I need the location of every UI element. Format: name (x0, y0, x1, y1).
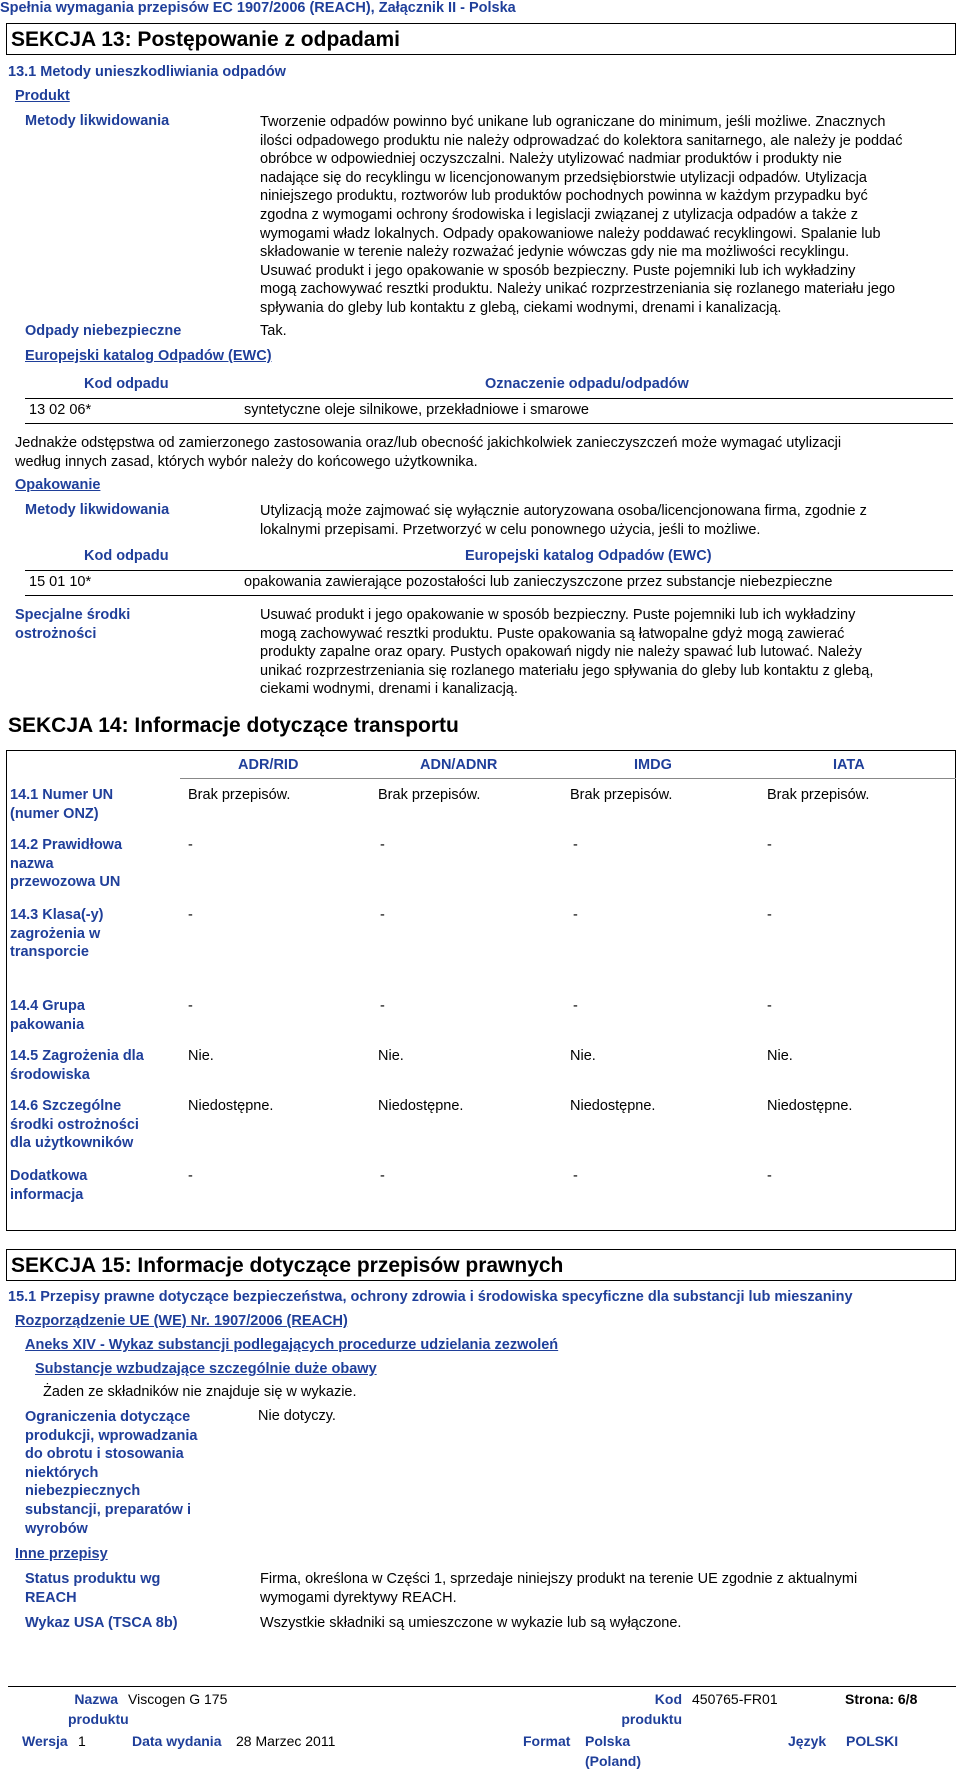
footer-kod-label (612, 1689, 682, 1729)
s15-inne-heading: Inne przepisy (15, 1546, 108, 1562)
label-line: do obrotu i stosowania (25, 1446, 184, 1463)
s15-status-label (25, 1570, 160, 1607)
s13-subsection-title: 13.1 Metody unieszkodliwiania odpadów (8, 64, 286, 80)
text-line: według innych zasad, których wybór należy do końcowego użytkownika. (15, 453, 478, 470)
footer-data-value: 28 Marzec 2011 (236, 1733, 336, 1749)
table1-desc: syntetyczne oleje silnikowe, przekładniowe i smarowe (244, 402, 589, 418)
footer-data-label: Data wydania (132, 1733, 222, 1749)
text-line: mogą zachowywać resztki produktu. Należy unikać rozprzestrzeniania się rozlanego materiału jego (260, 281, 896, 298)
text-line: Usuwać produkt i jego opakowanie w sposób bezpieczny. Puste pojemniki lub ich wykładziny (260, 607, 856, 623)
text-line: mogą zachowywać resztki produktu. Puste opakowania są łatwopalne gdyż mogą zawierać (260, 625, 845, 642)
s15-subsection-title: 15.1 Przepisy prawne dotyczące bezpieczeństwa, ochrony zdrowia i środowiska specyficzne dla substancji lub mieszaniny (8, 1289, 853, 1305)
transport-cell: Nie. (188, 1048, 214, 1064)
text-line: wymogami dyrektywy REACH. (260, 1589, 457, 1606)
transport-cell: - (188, 907, 193, 923)
table2-header-rule (25, 570, 953, 571)
text-line: lokalnymi przepisami. Przetworzyć w celu ponownego użycia, jeśli to możliwe. (260, 521, 761, 538)
footer-nazwa-label (68, 1689, 129, 1729)
footer-nazwa-value: Viscogen G 175 (128, 1691, 228, 1707)
table1-code: 13 02 06* (29, 402, 92, 418)
transport-cell: - (573, 998, 578, 1014)
transport-cell: Nie. (767, 1048, 793, 1064)
table2-bottom-rule (25, 595, 953, 596)
footer-wersja-value: 1 (78, 1733, 86, 1749)
transport-cell: - (188, 998, 193, 1014)
label-line: produktu (621, 1711, 682, 1727)
s13-metody-label: Metody likwidowania (25, 113, 170, 129)
label-line: informacja (10, 1186, 84, 1203)
footer-kod-value: 450765-FR01 (692, 1691, 778, 1707)
transport-cell: - (767, 998, 772, 1014)
label-line: wyrobów (25, 1520, 88, 1537)
label-line: zagrożenia w (10, 925, 101, 942)
footer-wersja-label: Wersja (22, 1733, 68, 1749)
footer-jezyk-value: POLSKI (846, 1733, 899, 1749)
label-line: dla użytkowników (10, 1135, 134, 1152)
transport-cell: Nie. (570, 1048, 596, 1064)
label-line: 14.5 Zagrożenia dla (10, 1048, 144, 1064)
s15-ograniczenia-label (25, 1408, 197, 1538)
transport-col-imdg: IMDG (634, 757, 672, 773)
label-line: 14.2 Prawidłowa (10, 837, 123, 853)
s15-tsca-value: Wszystkie składniki są umieszczone w wykazie lub są wyłączone. (260, 1615, 682, 1631)
transport-cell: - (380, 907, 385, 923)
label-line: (numer ONZ) (10, 805, 99, 822)
table2-desc: opakowania zawierające pozostałości lub zanieczyszczone przez substancje niebezpieczne (244, 574, 833, 590)
label-line: niektórych (25, 1464, 99, 1481)
label-line: środki ostrożności (10, 1116, 139, 1133)
s15-ograniczenia-value: Nie dotyczy. (258, 1408, 336, 1424)
text-line: Utylizacją może zajmować się wyłącznie autoryzowana osoba/licencjonowana firma, zgodnie z (260, 503, 867, 519)
transport-row-label (10, 906, 160, 962)
s13-metody2-label: Metody likwidowania (25, 502, 170, 518)
transport-cell: Niedostępne. (767, 1098, 853, 1114)
section-15-title: SEKCJA 15: Informacje dotyczące przepisów prawnych (6, 1249, 956, 1281)
text-line: niniejszego produktu, roztworów lub produktów pochodnych powinna w każdym przypadku być (260, 188, 868, 205)
footer-format-label: Format (523, 1733, 571, 1749)
transport-cell: - (767, 1168, 772, 1184)
transport-col-iata: IATA (833, 757, 865, 773)
label-line: 14.1 Numer UN (10, 787, 114, 803)
transport-cell: - (573, 907, 578, 923)
table2-header-kod: Kod odpadu (84, 548, 169, 564)
s13-specjalne-label (15, 606, 130, 643)
transport-row-label (10, 836, 160, 892)
text-line: wymogami władz lokalnych. Odpady opakowaniowe należy poddawać recyklingowi. Spalanie lub (260, 225, 881, 242)
transport-cell: - (767, 907, 772, 923)
label-line: Kod (654, 1691, 682, 1707)
transport-cell: Brak przepisów. (378, 787, 481, 803)
table1-header-rule (25, 398, 953, 399)
transport-cell: Niedostępne. (570, 1098, 656, 1114)
s13-ewc-label: Europejski katalog Odpadów (EWC) (25, 348, 272, 364)
text-line: spływania do gleby lub kontaktu z glebą, ciekami wodnymi, drenami i kanalizacją. (260, 299, 782, 316)
label-line: REACH (25, 1589, 77, 1606)
text-line: produkty zapalne oraz opary. Pustych opakowań nigdy nie należy spawać lub lutować. Należy (260, 644, 862, 661)
transport-cell: - (380, 1168, 385, 1184)
footer-jezyk-label: Język (788, 1733, 827, 1749)
label-line: transporcie (10, 944, 89, 961)
transport-row-label (10, 786, 160, 823)
footer-rule (8, 1686, 956, 1687)
text-line: ciekami wodnymi, drenami i kanalizacją. (260, 681, 518, 698)
table2-code: 15 01 10* (29, 574, 92, 590)
transport-row-label (10, 1097, 160, 1153)
footer-strona: Strona: 6/8 (845, 1691, 918, 1707)
text-line: ilości odpadowego produktu nie należy odprowadzać do kolektora sanitarnego, ale należy je poddać (260, 132, 903, 149)
footer-format-value (585, 1731, 641, 1771)
s15-zaden: Żaden ze składników nie znajduje się w wykazie. (43, 1384, 357, 1400)
label-line: ostrożności (15, 625, 97, 642)
text-line: Firma, określona w Części 1, sprzedaje niniejszy produkt na terenie UE zgodnie z aktualnymi (260, 1571, 858, 1587)
text-line: Jednakże odstępstwa od zamierzonego zastosowania oraz/lub obecność jakichkolwiek zanieczyszczeń może wymagać utylizacji (15, 435, 842, 451)
label-line: substancji, preparatów i (25, 1501, 191, 1518)
transport-cell: - (188, 837, 193, 853)
s15-rozporzadzenie: Rozporządzenie UE (WE) Nr. 1907/2006 (REACH) (15, 1313, 348, 1329)
transport-cell: - (767, 837, 772, 853)
label-line: przewozowa UN (10, 874, 121, 891)
transport-col-adr: ADR/RID (238, 757, 299, 773)
table1-header-oznaczenie: Oznaczenie odpadu/odpadów (485, 376, 689, 392)
text-line: zgodna z wymogami ochrony środowiska i legislacji związanej z utylizacja odpadów a także z (260, 206, 859, 223)
transport-cell: - (380, 837, 385, 853)
s13-opakowanie-heading: Opakowanie (15, 477, 101, 493)
transport-cell: Brak przepisów. (570, 787, 673, 803)
s13-produkt-heading: Produkt (15, 88, 70, 104)
transport-cell: Niedostępne. (188, 1098, 274, 1114)
transport-row-label (10, 1167, 160, 1204)
transport-row-label (10, 1047, 160, 1084)
label-line: Nazwa (74, 1691, 118, 1707)
transport-cell: - (380, 998, 385, 1014)
text-line: Tworzenie odpadów powinno być unikane lub ograniczane do minimum, jeśli możliwe. Znacznych (260, 114, 886, 130)
text-line: składowanie w terenie należy rozważać jedynie wówczas gdy nie ma możliwości recyklingu. (260, 244, 850, 261)
label-line: środowiska (10, 1066, 90, 1083)
transport-col-adn: ADN/ADNR (420, 757, 498, 773)
transport-header-rule (180, 778, 956, 779)
table1-bottom-rule (25, 423, 953, 424)
label-line: 14.6 Szczególne (10, 1098, 122, 1114)
s13-metody2-text (260, 502, 950, 539)
s13-odpady-label: Odpady niebezpieczne (25, 323, 182, 339)
text-line: unikać rozprzestrzeniania się rozlanego materiału jego spływania do gleby lub kontaktu z glebą, (260, 662, 874, 679)
section-13-title: SEKCJA 13: Postępowanie z odpadami (6, 23, 956, 55)
label-line: 14.3 Klasa(-y) (10, 907, 104, 923)
transport-row-label (10, 997, 160, 1034)
s15-status-text (260, 1570, 950, 1607)
label-line: Ograniczenia dotyczące (25, 1409, 191, 1425)
value-line: Polska (585, 1733, 631, 1749)
transport-cell: - (188, 1168, 193, 1184)
document-header: Spełnia wymagania przepisów EC 1907/2006 (REACH), Załącznik II - Polska (0, 0, 516, 16)
section-14-title: SEKCJA 14: Informacje dotyczące transportu (8, 714, 459, 737)
label-line: 14.4 Grupa (10, 998, 85, 1014)
text-line: Usuwać produkt i jego opakowanie w sposób bezpieczny. Puste pojemniki lub ich wykładziny (260, 262, 856, 279)
transport-cell: Brak przepisów. (188, 787, 291, 803)
s13-specjalne-text (260, 606, 950, 699)
label-line: Specjalne środki (15, 607, 131, 623)
s13-note (15, 434, 955, 471)
s15-aneks: Aneks XIV - Wykaz substancji podlegających procedurze udzielania zezwoleń (25, 1337, 559, 1353)
value-line: (Poland) (585, 1753, 641, 1769)
transport-cell: - (573, 837, 578, 853)
label-line: Dodatkowa (10, 1168, 88, 1184)
transport-cell: Nie. (378, 1048, 404, 1064)
s13-odpady-value: Tak. (260, 323, 287, 339)
label-line: Status produktu wg (25, 1571, 161, 1587)
label-line: niebezpiecznych (25, 1483, 141, 1500)
transport-cell: Niedostępne. (378, 1098, 464, 1114)
label-line: produktu (68, 1711, 129, 1727)
s13-metody-text (260, 113, 950, 318)
text-line: nadające się do recyklingu w licencjonowanym przedsiębiorstwie utylizacji odpadów. Utylizacja (260, 169, 867, 186)
label-line: nazwa (10, 855, 54, 872)
text-line: obróbce w odpowiedniej oczyszczalni. Należy utylizować nadmiar produktów i produkty nie (260, 151, 842, 168)
label-line: produkcji, wprowadzania (25, 1427, 198, 1444)
transport-cell: - (573, 1168, 578, 1184)
label-line: pakowania (10, 1016, 85, 1033)
transport-cell: Brak przepisów. (767, 787, 870, 803)
table2-header-ewc: Europejski katalog Odpadów (EWC) (465, 548, 712, 564)
table1-header-kod: Kod odpadu (84, 376, 169, 392)
s15-tsca-label: Wykaz USA (TSCA 8b) (25, 1615, 178, 1631)
s15-substancje: Substancje wzbudzające szczególnie duże obawy (35, 1361, 377, 1377)
